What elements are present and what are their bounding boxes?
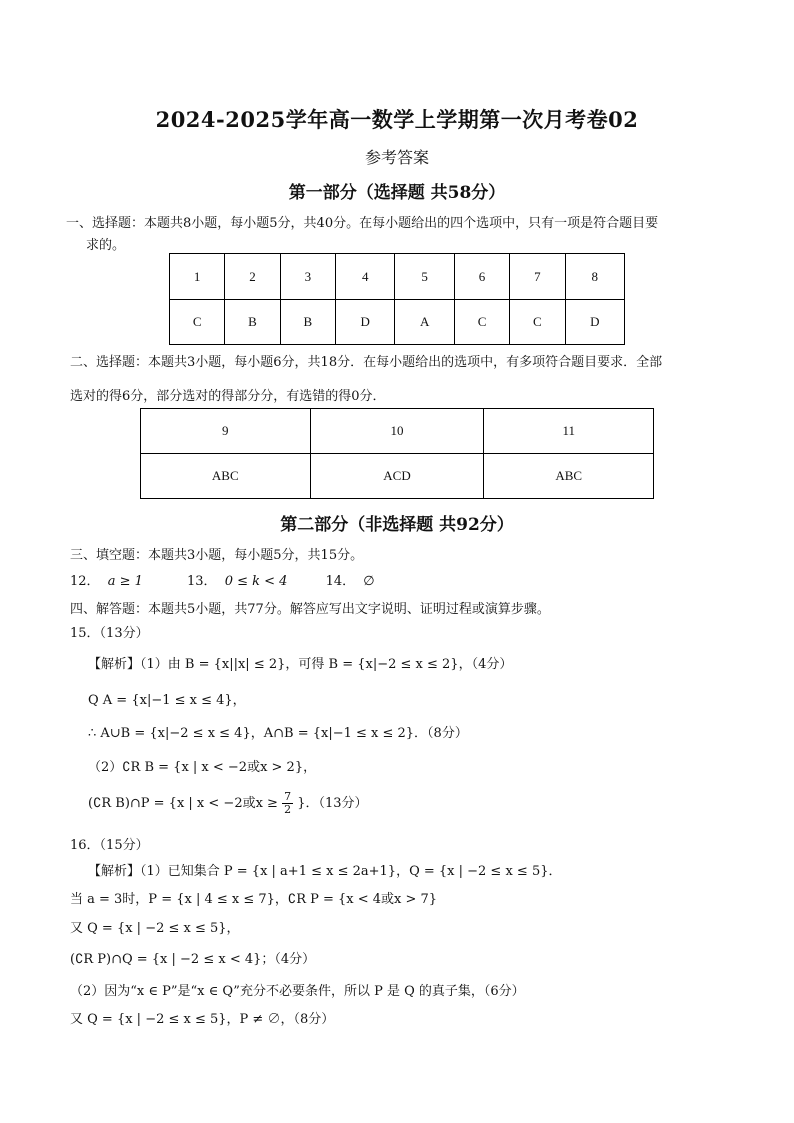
part2-title: 第二部分（非选择题 共92分） bbox=[280, 515, 514, 535]
q13-label: 13． bbox=[187, 574, 217, 589]
q15-line4: （2）∁R B = {x | x < −2或x > 2}， bbox=[88, 760, 317, 775]
sec4-instructions: 四、解答题：本题共5小题，共77分。解答应写出文字说明、证明过程或演算步骤。 bbox=[70, 602, 550, 617]
answer-cell: A bbox=[395, 300, 454, 345]
answer-cell: ABC bbox=[484, 454, 654, 499]
question-number-cell: 11 bbox=[484, 409, 654, 454]
sec3-instructions: 三、填空题：本题共3小题，每小题5分，共15分。 bbox=[70, 548, 364, 563]
table-row bbox=[170, 254, 625, 300]
fraction-numerator: 7 bbox=[284, 790, 292, 803]
q15-line1: 【解析】（1）由 B = {x||x| ≤ 2}，可得 B = {x|−2 ≤ x ≤ 2}，（4分） bbox=[88, 657, 513, 672]
answer-cell: ACD bbox=[310, 454, 484, 499]
multi-answer-table bbox=[140, 408, 654, 499]
q16-line3: 又 Q = {x | −2 ≤ x ≤ 5}， bbox=[70, 921, 240, 936]
question-number-cell: 8 bbox=[565, 254, 624, 300]
q16-line4: (∁R P)∩Q = {x | −2 ≤ x < 4}；（4分） bbox=[70, 952, 316, 967]
q14-label: 14． bbox=[325, 574, 356, 589]
question-number-cell: 10 bbox=[310, 409, 484, 454]
answer-cell: C bbox=[510, 300, 565, 345]
sec1-instructions-line2: 求的。 bbox=[86, 238, 126, 253]
q15-line2: Q A = {x|−1 ≤ x ≤ 4}， bbox=[88, 693, 246, 708]
q16-line1: 【解析】（1）已知集合 P = {x | a+1 ≤ x ≤ 2a+1}，Q = {x | −2 ≤ x ≤ 5}． bbox=[88, 864, 562, 879]
answer-key-subtitle: 参考答案 bbox=[364, 148, 429, 167]
q15-line5-start: (∁R B)∩P = {x | x < −2或x ≥ bbox=[88, 796, 278, 811]
answer-cell: C bbox=[170, 300, 225, 345]
answer-cell: ABC bbox=[141, 454, 311, 499]
question-number-cell: 1 bbox=[170, 254, 225, 300]
fraction bbox=[282, 791, 293, 816]
question-number-cell: 3 bbox=[280, 254, 335, 300]
answer-cell: C bbox=[454, 300, 509, 345]
question-number-cell: 6 bbox=[454, 254, 509, 300]
fill-answers-row bbox=[70, 570, 375, 589]
answer-cell: D bbox=[565, 300, 624, 345]
sec2-instructions-line1: 二、选择题：本题共3小题，每小题6分，共18分．在每小题给出的选项中，有多项符合题目要求．全部 bbox=[70, 355, 663, 370]
question-number-cell: 2 bbox=[225, 254, 280, 300]
fraction-denominator: 2 bbox=[284, 803, 292, 816]
q14-answer: ∅ bbox=[363, 574, 375, 589]
q15-line3: ∴ A∪B = {x|−2 ≤ x ≤ 4}，A∩B = {x|−1 ≤ x ≤ 2}．（8分） bbox=[88, 726, 468, 741]
q12-label: 12． bbox=[70, 574, 100, 589]
q16-heading: 16．（15分） bbox=[70, 838, 149, 853]
mc-answer-table bbox=[169, 253, 625, 345]
question-number-cell: 9 bbox=[141, 409, 311, 454]
q16-line6: 又 Q = {x | −2 ≤ x ≤ 5}，P ≠ ∅，（8分） bbox=[70, 1012, 335, 1027]
question-number-cell: 7 bbox=[510, 254, 565, 300]
q15-heading: 15．（13分） bbox=[70, 626, 149, 641]
table-row bbox=[141, 454, 654, 499]
answer-cell: B bbox=[225, 300, 280, 345]
sec1-instructions-line1: 一、选择题：本题共8小题，每小题5分，共40分。在每小题给出的四个选项中，只有一项是符合题目要 bbox=[66, 216, 659, 231]
sec2-instructions-line2: 选对的得6分，部分选对的得部分分，有选错的得0分． bbox=[70, 389, 386, 404]
q15-line5-end: }．（13分） bbox=[297, 796, 368, 811]
question-number-cell: 5 bbox=[395, 254, 454, 300]
q13-answer: 0 ≤ k < 4 bbox=[224, 574, 288, 589]
exam-title: 2024-2025学年高一数学上学期第一次月考卷02 bbox=[155, 107, 639, 132]
q12-answer: a ≥ 1 bbox=[107, 574, 143, 589]
part1-title: 第一部分（选择题 共58分） bbox=[288, 183, 506, 203]
q15-line5 bbox=[88, 787, 368, 821]
question-number-cell: 4 bbox=[335, 254, 394, 300]
answer-cell: B bbox=[280, 300, 335, 345]
answer-cell: D bbox=[335, 300, 394, 345]
q16-line5: （2）因为“x ∈ P”是“x ∈ Q”充分不必要条件，所以 P 是 Q 的真子集，（6分） bbox=[70, 984, 525, 999]
table-row bbox=[141, 409, 654, 454]
table-row bbox=[170, 300, 625, 345]
q16-line2: 当 a = 3时，P = {x | 4 ≤ x ≤ 7}，∁R P = {x < 4或x > 7} bbox=[70, 892, 438, 907]
